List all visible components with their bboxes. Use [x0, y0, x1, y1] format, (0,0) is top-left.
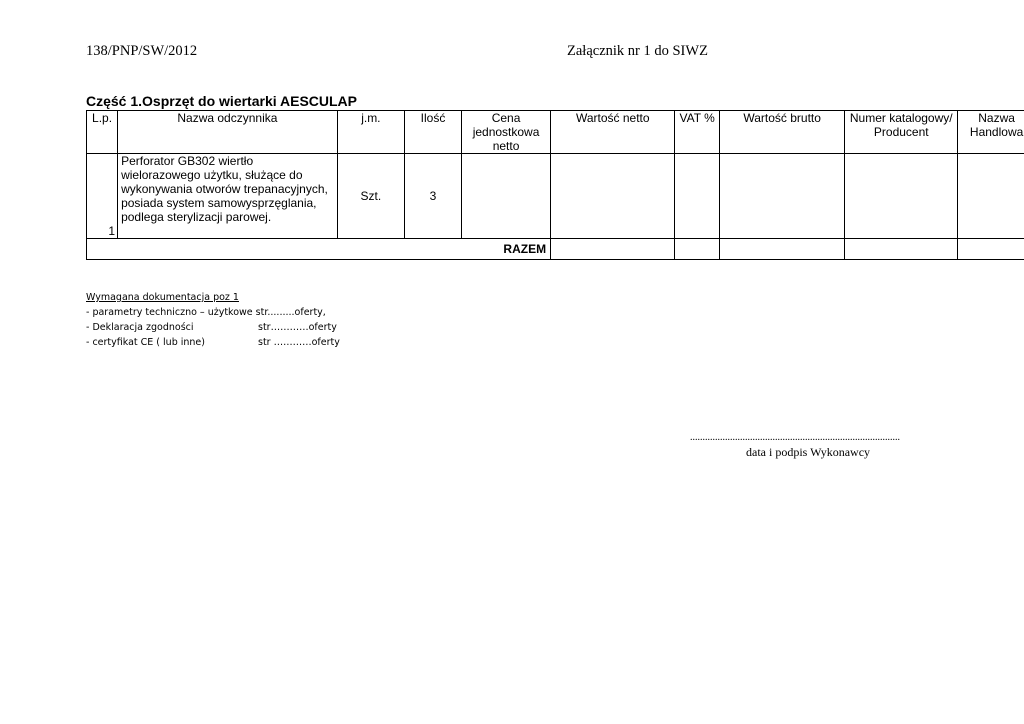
col-header-trade-name: Nazwa Handlowa: [958, 111, 1024, 154]
documentation-item-label: - certyfikat CE ( lub inne): [86, 337, 205, 348]
list-item: [86, 335, 340, 350]
col-header-net-value: Wartość netto: [551, 111, 675, 154]
table-header-row: [87, 111, 1024, 154]
col-header-lp: L.p.: [87, 111, 118, 154]
total-catalog: [845, 239, 958, 260]
signature-label: data i podpis Wykonawcy: [746, 445, 871, 459]
documentation-item-label: - parametry techniczno – użytkowe str.........oferty,: [86, 307, 326, 318]
cell-catalog: [845, 154, 958, 239]
cell-net-value: [551, 154, 675, 239]
cell-name: Perforator GB302 wiertło wielorazowego użytku, służące do wykonywania otworów trepanacyjnych, posiada system samowysprzęglania, podlega sterylizacji parowej.: [118, 154, 338, 239]
total-gross-value: [719, 239, 844, 260]
col-header-catalog: Numer katalogowy/ Producent: [845, 111, 958, 154]
col-header-name: Nazwa odczynnika: [118, 111, 338, 154]
documentation-item-ref: str…………oferty: [258, 322, 337, 333]
cell-vat: [675, 154, 720, 239]
col-header-unit-price: Cena jednostkowa netto: [462, 111, 551, 154]
cell-lp: 1: [87, 154, 118, 239]
section-title: Część 1.Osprzęt do wiertarki AESCULAP: [86, 93, 358, 109]
cell-gross-value: [719, 154, 844, 239]
total-vat: [675, 239, 720, 260]
document-reference: 138/PNP/SW/2012: [86, 43, 198, 59]
cell-unit: Szt.: [337, 154, 404, 239]
documentation-item-ref: str …………oferty: [258, 337, 340, 348]
col-header-vat: VAT %: [675, 111, 720, 154]
total-net-value: [551, 239, 675, 260]
total-row: [87, 239, 1024, 260]
table-row: [87, 154, 1024, 239]
list-item: [86, 320, 337, 335]
total-trade-name: [958, 239, 1024, 260]
cell-unit-price: [462, 154, 551, 239]
documentation-heading: Wymagana dokumentacja poz 1: [86, 292, 239, 303]
documentation-list: [86, 290, 340, 350]
col-header-unit: j.m.: [337, 111, 404, 154]
col-header-gross-value: Wartość brutto: [719, 111, 844, 154]
col-header-qty: Ilość: [405, 111, 462, 154]
documentation-item-label: - Deklaracja zgodności: [86, 322, 194, 333]
cell-trade-name: [958, 154, 1024, 239]
total-label: RAZEM: [87, 239, 551, 260]
list-item: [86, 305, 326, 320]
price-table: [86, 110, 1024, 260]
cell-qty: 3: [405, 154, 462, 239]
signature-line: ....................................................................................: [690, 432, 900, 443]
annex-label: Załącznik nr 1 do SIWZ: [567, 43, 708, 59]
